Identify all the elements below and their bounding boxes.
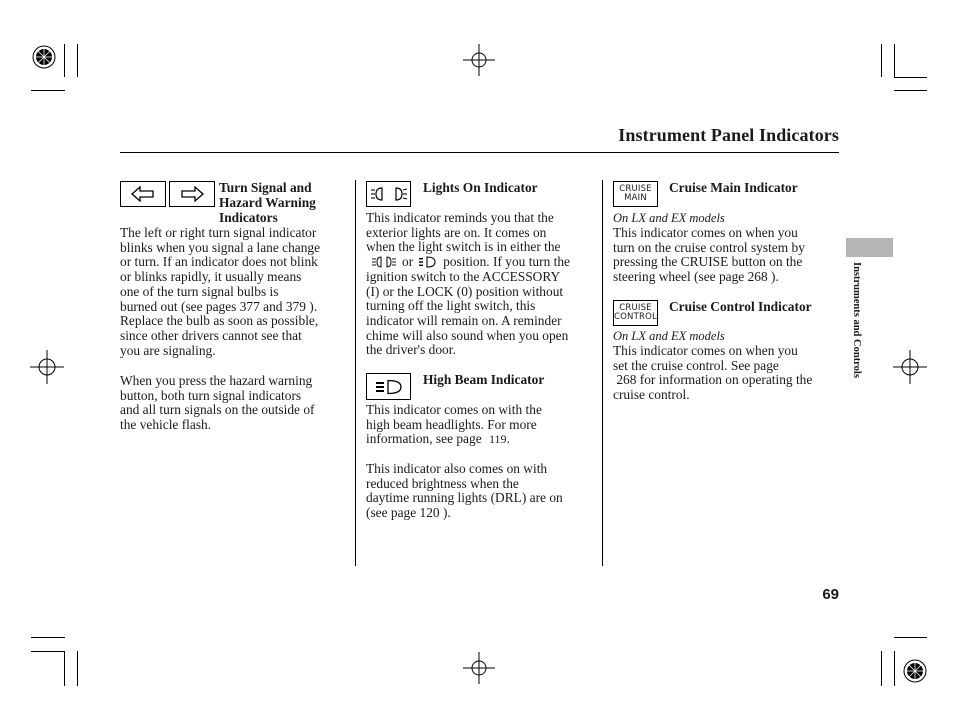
crop-mark	[31, 637, 65, 638]
page-number: 69	[822, 586, 839, 603]
high-beam-paragraph	[366, 403, 598, 447]
text-line: This indicator comes on with the	[366, 402, 542, 417]
see-page-suffix: .	[506, 431, 510, 447]
crop-mark	[77, 651, 78, 686]
text-line: burned out (see pages 377 and 379 ).	[120, 298, 318, 314]
registration-starburst-icon	[32, 45, 56, 69]
right-arrow-icon	[169, 181, 215, 207]
icon-text: CRUISE	[619, 184, 652, 194]
text-line: ignition switch to the ACCESSORY	[366, 268, 561, 284]
section-label: Instruments and Controls	[851, 262, 862, 378]
crop-mark	[64, 44, 65, 77]
column-divider	[355, 180, 356, 566]
text-line: When you press the hazard warning	[120, 373, 313, 388]
text-line: Replace the bulb as soon as possible,	[120, 313, 319, 329]
text-line: exterior lights are on. It comes on	[366, 224, 547, 240]
text-line: when the light switch is in either the	[366, 239, 561, 255]
text-line: one of the turn signal bulbs is	[120, 283, 279, 299]
title-divider	[120, 152, 839, 153]
crosshair-icon	[463, 44, 495, 76]
text-line: 268 for information on operating the	[613, 372, 813, 388]
text-line: This indicator also comes on with	[366, 461, 548, 476]
text-line: set the cruise control. See page	[613, 357, 779, 373]
text-line: This indicator comes on when you	[613, 343, 798, 358]
text-line: and all turn signals on the outside of	[120, 402, 315, 418]
high-beam-icon	[366, 373, 411, 400]
text-line: button, both turn signal indicators	[120, 387, 302, 403]
model-note: On LX and EX models	[613, 329, 725, 343]
text-line: (I) or the LOCK (0) position without	[366, 283, 564, 299]
text-line	[366, 432, 598, 447]
turn-signal-paragraph	[120, 226, 352, 358]
text-line: (see page 120 ).	[366, 505, 451, 521]
text-line: chime will also sound when you open	[366, 327, 569, 343]
crop-mark	[894, 77, 927, 78]
text-line: turning off the light switch, this	[366, 298, 536, 314]
model-note: On LX and EX models	[613, 211, 725, 225]
page-reference-link[interactable]: 119	[489, 432, 507, 447]
text-line: pressing the CRUISE button on the	[613, 254, 803, 270]
icon-text: CONTROL	[614, 312, 657, 322]
crosshair-icon	[463, 652, 495, 684]
crop-mark	[881, 44, 882, 77]
registration-starburst-icon	[903, 659, 927, 683]
crop-mark	[31, 90, 65, 91]
text-line: since other drivers cannot see that	[120, 327, 302, 343]
crop-mark	[31, 651, 65, 652]
high-beam-heading: High Beam Indicator	[423, 372, 545, 387]
cruise-control-icon	[613, 300, 658, 326]
text-line: daytime running lights (DRL) are on	[366, 490, 563, 506]
icon-text: MAIN	[624, 193, 647, 203]
text-line: or blinks rapidly, it usually means	[120, 269, 302, 285]
inline-or: or	[402, 254, 414, 270]
lights-on-icon	[366, 181, 411, 207]
text-line: you are signaling.	[120, 342, 216, 358]
hazard-paragraph	[120, 374, 352, 433]
text-line: blinks when you signal a lane change	[120, 239, 321, 255]
crop-mark	[894, 44, 895, 77]
see-page-prefix: information, see page	[366, 431, 482, 447]
cruise-main-paragraph	[613, 226, 841, 285]
text-line: reduced brightness when the	[366, 475, 519, 491]
text-line: or turn. If an indicator does not blink	[120, 254, 318, 270]
crop-mark	[77, 44, 78, 77]
crop-mark	[64, 651, 65, 686]
text-line: the driver's door.	[366, 342, 456, 358]
text-line: steering wheel (see page 268 ).	[613, 269, 779, 285]
text-line: cruise control.	[613, 387, 690, 403]
text-line: The left or right turn signal indicator	[120, 225, 317, 240]
crop-mark	[894, 90, 927, 91]
heading-line: Turn Signal and	[219, 180, 312, 195]
cruise-control-heading: Cruise Control Indicator	[669, 299, 812, 314]
text-line: turn on the cruise control system by	[613, 239, 805, 255]
left-arrow-icon	[120, 181, 166, 207]
crosshair-icon	[30, 350, 64, 384]
cruise-main-icon	[613, 181, 658, 207]
lights-on-paragraph	[366, 211, 598, 358]
crop-mark	[894, 651, 895, 686]
column-divider	[602, 180, 603, 566]
cruise-main-heading: Cruise Main Indicator	[669, 180, 798, 195]
icon-text: CRUISE	[619, 303, 652, 313]
text-line: This indicator reminds you that the	[366, 210, 554, 225]
crop-mark	[894, 637, 927, 638]
text-line-with-icons	[366, 255, 598, 270]
cruise-control-paragraph	[613, 344, 841, 403]
lights-on-heading: Lights On Indicator	[423, 180, 538, 195]
parking-lights-icon	[372, 256, 396, 268]
inline-rest: position. If you turn the	[443, 254, 570, 270]
drl-paragraph	[366, 462, 598, 521]
text-line: the vehicle flash.	[120, 417, 212, 433]
section-tab	[846, 238, 893, 257]
text-line: high beam headlights. For more	[366, 416, 537, 432]
text-line: This indicator comes on when you	[613, 225, 798, 240]
crop-mark	[881, 651, 882, 686]
crosshair-icon	[893, 350, 927, 384]
turn-signal-heading	[219, 180, 349, 225]
heading-line: Hazard Warning	[219, 195, 316, 210]
heading-line: Indicators	[219, 210, 278, 225]
page-title: Instrument Panel Indicators	[618, 125, 839, 145]
text-line: indicator will remain on. A reminder	[366, 312, 562, 328]
headlight-icon	[419, 256, 437, 268]
